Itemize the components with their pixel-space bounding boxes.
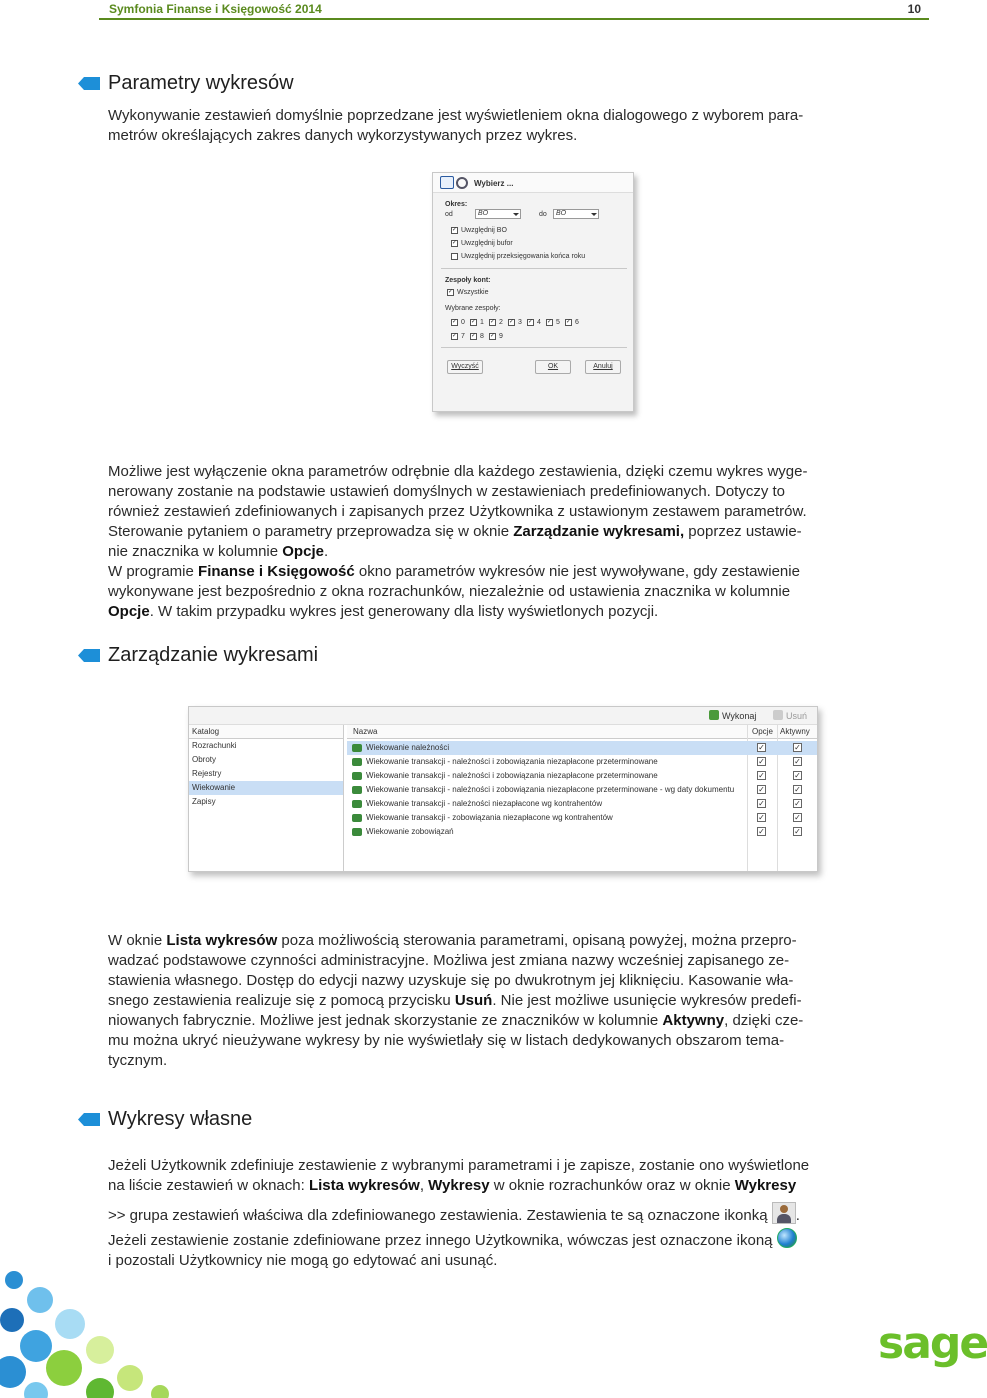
sage-logo: sage xyxy=(878,1318,987,1369)
header-title: Symfonia Finanse i Księgowość 2014 xyxy=(109,2,322,16)
header-rule xyxy=(99,18,929,20)
chevron-down-icon xyxy=(513,213,519,216)
charts-grid xyxy=(347,725,817,871)
delete-button[interactable]: Usuń xyxy=(773,710,807,721)
active-checkbox[interactable]: ✓ xyxy=(794,813,801,822)
all-groups-label: Wszystkie xyxy=(457,289,489,296)
include-buffer-checkbox[interactable]: ✓ xyxy=(452,240,458,246)
table-row[interactable]: Wiekowanie transakcji - należności niezapłacone wg kontrahentów ✓ ✓ xyxy=(347,797,817,811)
delete-icon xyxy=(773,710,783,720)
group-checkbox-9[interactable]: ✓ xyxy=(490,333,496,339)
own-charts-paragraph: Jeżeli Użytkownik zdefiniuje zestawienie z wybranymi parametrami i je zapisze, zostanie ono wyświetlone na liście zestawień w oknach: Lista wykresów, Wykresy w oknie rozrachunków oraz w oknie Wykresy >> grupa zestawień właściwa dla zdefiniowanego zestawienia. Zestawienia te są oznaczone ikonką . Jeżeli zestawienie zostanie zdefiniowane przez innego Użytkownika, wówczas jest oznaczone ikoną i pozostali Użytkownicy nie mogą go edytować ani usunąć. xyxy=(108,1157,810,1269)
bullet-icon xyxy=(78,1113,100,1126)
page-header xyxy=(99,0,929,20)
to-label: do xyxy=(539,211,547,218)
catalog-item[interactable]: Obroty xyxy=(192,755,217,764)
active-checkbox[interactable]: ✓ xyxy=(794,771,801,780)
to-combo[interactable]: BO xyxy=(553,209,599,219)
group-checkbox-2[interactable]: ✓ xyxy=(490,319,496,325)
dialog-title: Wybierz ... xyxy=(474,179,514,188)
col-name-header[interactable]: Nazwa xyxy=(353,727,378,736)
catalog-list xyxy=(189,725,344,871)
options-checkbox[interactable]: ✓ xyxy=(758,813,765,822)
chart-icon xyxy=(352,772,362,780)
options-checkbox[interactable]: ✓ xyxy=(758,743,765,752)
group-checkbox-0[interactable]: ✓ xyxy=(452,319,458,325)
chevron-down-icon xyxy=(591,213,597,216)
ok-button[interactable]: OK xyxy=(535,360,571,374)
clear-button[interactable]: Wyczyść xyxy=(447,360,483,374)
active-checkbox[interactable]: ✓ xyxy=(794,799,801,808)
table-row[interactable]: Wiekowanie transakcji - należności i zobowiązania niezapłacone przeterminowane ✓ ✓ xyxy=(347,755,817,769)
col-options-header[interactable]: Opcje xyxy=(752,727,773,736)
group-label-1: 1 xyxy=(480,319,484,326)
options-checkbox[interactable]: ✓ xyxy=(758,799,765,808)
execute-button[interactable]: Wykonaj xyxy=(709,710,756,721)
cancel-button[interactable]: Anuluj xyxy=(585,360,621,374)
group-checkbox-5[interactable]: ✓ xyxy=(547,319,553,325)
catalog-item[interactable]: Rozrachunki xyxy=(192,741,237,750)
intro-paragraph: Wykonywanie zestawień domyślnie poprzedzane jest wyświetleniem okna dialogowego z wyborem para- metrów określających zakres danych wykorzystywanych przez wykres. xyxy=(108,107,804,144)
divider xyxy=(441,347,627,348)
group-checkbox-4[interactable]: ✓ xyxy=(528,319,534,325)
catalog-item[interactable]: Rejestry xyxy=(192,769,222,778)
chart-icon xyxy=(352,814,362,822)
group-checkbox-6[interactable]: ✓ xyxy=(566,319,572,325)
group-checkbox-8[interactable]: ✓ xyxy=(471,333,477,339)
group-label-6: 6 xyxy=(575,319,579,326)
group-label-5: 5 xyxy=(556,319,560,326)
catalog-item-selected[interactable]: Wiekowanie xyxy=(189,781,343,795)
table-row[interactable]: Wiekowanie transakcji - należności i zobowiązania niezapłacone przeterminowane ✓ ✓ xyxy=(347,769,817,783)
include-bo-label: Uwzględnij BO xyxy=(461,227,507,234)
catalog-item[interactable]: Zapisy xyxy=(192,797,216,806)
chart-icon xyxy=(352,828,362,836)
magnifier-icon xyxy=(456,177,468,189)
table-row[interactable]: Wiekowanie transakcji - należności i zobowiązania niezapłacone przeterminowane - wg daty dokumentu ✓ ✓ xyxy=(347,783,817,797)
all-groups-checkbox[interactable]: ✓ xyxy=(448,289,454,295)
include-closing-checkbox[interactable] xyxy=(451,253,458,260)
group-label-7: 7 xyxy=(461,333,465,340)
group-checkbox-7[interactable]: ✓ xyxy=(452,333,458,339)
chart-icon xyxy=(352,758,362,766)
group-label-2: 2 xyxy=(499,319,503,326)
group-label-4: 4 xyxy=(537,319,541,326)
options-checkbox[interactable]: ✓ xyxy=(758,771,765,780)
bullet-icon xyxy=(78,77,100,90)
table-row[interactable]: Wiekowanie należności ✓ ✓ xyxy=(347,741,817,755)
from-label: od xyxy=(445,211,453,218)
active-checkbox[interactable]: ✓ xyxy=(794,743,801,752)
group-checkbox-1[interactable]: ✓ xyxy=(471,319,477,325)
chart-icon xyxy=(352,744,362,752)
chart-icon xyxy=(709,710,719,720)
table-row[interactable]: Wiekowanie zobowiązań ✓ ✓ xyxy=(347,825,817,839)
from-combo[interactable]: BO xyxy=(475,209,521,219)
parameters-paragraph: Możliwe jest wyłączenie okna parametrów odrębnie dla każdego zestawienia, dzięki czemu wykres wyge- nerowany zostanie na podstawie ustawień domyślnych w zestawieniach predefiniowanych. Dotyczy to również zestawień zdefiniowanych i zapisanych przez Użytkownika z ustawionym zestawem parametrów. Sterowanie pytaniem o parametry przeprowadza się w oknie Zarządzanie wykresami, poprzez ustawie- nie znacznika w kolumnie Opcje. W programie Finanse i Księgowość okno parametrów wykresów nie jest wywoływane, gdy zestawienie wykonywane jest bezpośrednio z okna rozrachunków, niezależnie od ustawienia znacznika w kolumnie Opcje. W takim przypadku wykres jest generowany dla listy wyświetlonych pozycji. xyxy=(108,463,808,620)
period-label: Okres: xyxy=(445,201,468,208)
chart-icon xyxy=(352,786,362,794)
toolbar xyxy=(189,707,817,725)
globe-icon xyxy=(777,1228,797,1248)
user-icon xyxy=(772,1202,796,1224)
chart-management-window xyxy=(188,706,818,872)
group-checkbox-3[interactable]: ✓ xyxy=(509,319,515,325)
bullet-icon xyxy=(78,649,100,662)
parameters-dialog xyxy=(432,172,634,412)
group-label-9: 9 xyxy=(499,333,503,340)
chart-icon xyxy=(352,800,362,808)
active-checkbox[interactable]: ✓ xyxy=(794,757,801,766)
options-checkbox[interactable]: ✓ xyxy=(758,827,765,836)
group-label-0: 0 xyxy=(461,319,465,326)
page-number: 10 xyxy=(907,2,921,16)
dialog-titlebar xyxy=(433,173,633,193)
active-checkbox[interactable]: ✓ xyxy=(794,827,801,836)
group-label-3: 3 xyxy=(518,319,522,326)
col-active-header[interactable]: Aktywny xyxy=(780,727,810,736)
options-checkbox[interactable]: ✓ xyxy=(758,785,765,794)
document-icon xyxy=(440,176,454,189)
include-closing-label: Uwzględnij przeksięgowania końca roku xyxy=(461,253,586,260)
divider xyxy=(441,268,627,269)
options-checkbox[interactable]: ✓ xyxy=(758,757,765,766)
table-row[interactable]: Wiekowanie transakcji - zobowiązania niezapłacone wg kontrahentów ✓ ✓ xyxy=(347,811,817,825)
include-buffer-label: Uwzględnij bufor xyxy=(461,240,513,247)
chart-list-paragraph: W oknie Lista wykresów poza możliwością sterowania parametrami, opisaną powyżej, można przepro- wadzać podstawowe czynności administracyjne. Możliwa jest zmiana nazwy wcześniej zapisanego ze- stawienia własnego. Dostęp do edycji nazwy uzyskuje się po dwukrotnym jej kliknięciu. Kasowanie wła- snego zestawienia realizuje się z pomocą przycisku Usuń. Nie jest możliwe usunięcie wykresów predefi- niowanych fabrycznie. Możliwe jest jednak skorzystanie ze znaczników w kolumnie Aktywny, dzięki cze- mu można ukryć nieużywane wykresy by nie wyświetlały się w listach dedykowanych obszarom tema- tycznym. xyxy=(108,932,804,1069)
decorative-pattern xyxy=(0,1260,180,1398)
account-groups-label: Zespoły kont: xyxy=(445,277,491,284)
selected-groups-label: Wybrane zespoły: xyxy=(445,305,501,312)
include-bo-checkbox[interactable]: ✓ xyxy=(452,227,458,233)
group-label-8: 8 xyxy=(480,333,484,340)
active-checkbox[interactable]: ✓ xyxy=(794,785,801,794)
catalog-header: Katalog xyxy=(189,725,343,739)
